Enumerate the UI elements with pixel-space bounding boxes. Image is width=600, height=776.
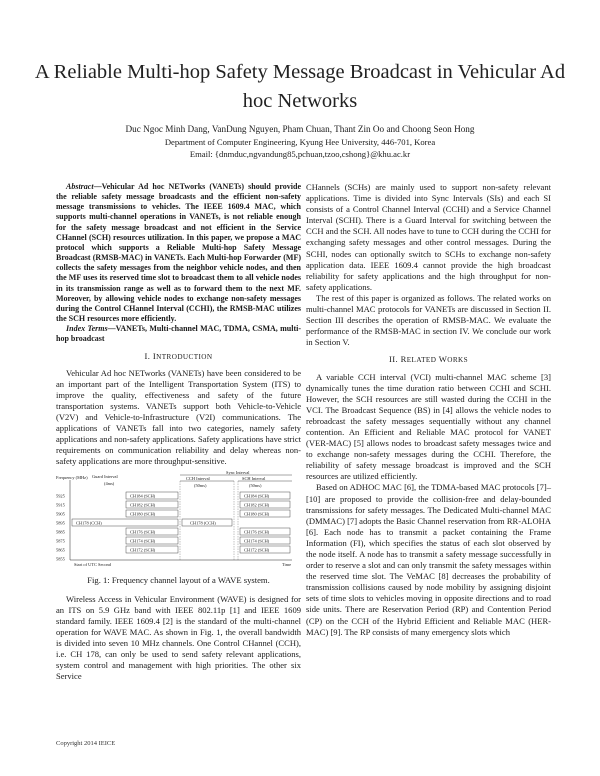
channel-block-label: CH182 (SCH) [244,502,270,508]
section-initial: W [438,354,448,365]
intro-paragraph-2: Wireless Access in Vehicular Environment (WAVE) is designed for an ITS on 5.9 GHz band with IEEE 802.11p [1] and IEEE 1609 standard family. IEEE 1609.4 [2] is the standard of the multi-channel operation for WAVE MAC. As shown in Fig. 1, the overall bandwidth is divided into seven 10 MHz channels. One Control CHannel (CCH), i.e. CH 178, can only be used to send safety relevant applications, system control and management with high priorities. The other six Service [56,593,301,682]
y-axis-label: Frequency (MHz) [56,475,88,481]
channel-block-label: CH180 (SCH) [130,511,156,517]
paper-email: Email: {dnmduc,ngvandung85,pchuan,tzoo,cshong}@khu.ac.kr [189,149,411,159]
cch-interval-label: CCH Interval [186,476,210,482]
guard-interval-ms: (4ms) [104,481,115,487]
freq-label: 5915 [56,502,65,508]
figure-channel-layout [56,470,301,572]
section-heading-introduction [56,351,301,363]
freq-label: 5875 [56,538,65,544]
channel-block-label: CH172 (SCH) [244,547,270,553]
figure-caption: Fig. 1: Frequency channel layout of a WAVE system. [87,575,270,586]
time-axis-label: Time [282,562,292,568]
freq-label: 5895 [56,520,65,526]
abstract-label: Abstract [66,182,94,191]
abstract [56,182,301,324]
index-terms-label: Index Terms [66,324,108,334]
section-rest: NTRODUCTION [156,352,213,361]
channel-block-label: CH184 (SCH) [130,493,156,499]
index-terms-text: —VANETs, Multi-channel MAC, TDMA, CSMA, multi-hop broadcast [56,324,302,344]
paper-title: A Reliable Multi-hop Safety Message Broadcast in Vehicular Ad hoc Networks [34,61,566,112]
freq-label: 5855 [56,556,65,562]
channel-block-label: CH180 (SCH) [244,511,270,517]
intro-paragraph-1: Vehicular Ad hoc NETworks (VANETs) have been considered to be an important part of the Intelligent Transportation System (ITS) to improve the quality, effectiveness and safety of the future transportation systems. VANETs support both Vehicle-to-Vehicle (V2V) and Vehicle-to-Infrastructure (V2I) communications. The applications of VANETs fall into two categories, namely safety applications and non-safety applications. Safety applications have strict requirements on communication reliability and delay whereas non-safety applications are more throughput-sensitive. [56,367,301,467]
right-column [306,182,551,638]
guard-interval-label: Guard Interval [92,474,118,480]
left-column [56,182,301,682]
channel-block-label: CH176 (SCH) [244,529,270,535]
channel-block-label: CH174 (SCH) [244,538,270,544]
abstract-text: —Vehicular Ad hoc NETworks (VANETs) should provide the reliable safety message broadcasts and the efficient non-safety message transmissions to vehicles. The IEEE 1609.4 MAC, which supports multi-channel operations in VANETs, is not reliable enough for the safety message broadcast and not efficient in the Service CHannel (SCH) resources utilization. In this paper, we propose a MAC protocol which supports a Reliable Multi-hop Safety Message Broadcast (RMSB-MAC) in VANETs. Each Multi-hop Forwarder (MF) collects the safety messages from the neighbor vehicle nodes, and then the MF uses its reserved time slot to broadcast them to all vehicle nodes in its transmission range as well as to forward them to the next MF. Moreover, by allowing vehicle nodes to exchange non-safety messages during the Control CHannel Interval (CCHI), the RMSB-MAC utilizes the SCH resources more efficiently. [56,182,301,324]
freq-label: 5885 [56,529,65,535]
section-initial: I [152,350,157,361]
section-number: I. [144,350,151,361]
freq-label: 5925 [56,493,65,499]
index-terms [56,324,301,344]
section-rest: ELATED [406,356,437,365]
channel-block-label: CH178 (CCH) [76,520,102,526]
intro-paragraph-4: The rest of this paper is organized as follows. The related works on multi-channel MAC protocols for VANETs are discussed in Section II. Section III describes the operation of RMSB-MAC. We evaluate the performance of the RMSB-MAC in section IV. We conclude our work in Section V. [306,292,551,348]
channel-block-label: CH182 (SCH) [130,502,156,508]
section-initial: R [400,354,407,365]
sch-interval-ms: (50ms) [249,483,262,489]
intro-paragraph-3: CHannels (SCHs) are mainly used to support non-safety relevant applications. Time is divided into Sync Intervals (SIs) and each SI consists of a Control Channel Interval (CCHI) and a Service Channel Interval (SCHI). There is a Guard Interval for switching between the CCH and the SCH. All nodes have to tune to CCH during the CCHI for exchanging safety messages and other control messages. During the SCHI, nodes can optionally switch to SCHs to exchange non-safety application data. IEEE 1609.4 cannot provide the high broadcast reliability for safety applications and the high throughput for non-safety applications. [306,182,551,292]
channel-block-label: CH176 (SCH) [130,529,156,535]
section-rest: ORKS [447,356,469,365]
paper-authors: Duc Ngoc Minh Dang, VanDung Nguyen, Pham Chuan, Thant Zin Oo and Choong Seon Hong [125,124,475,134]
section-heading-related-works [306,354,551,366]
channel-block-label: CH178 (CCH) [190,520,216,526]
channel-block-label: CH184 (SCH) [244,493,270,499]
freq-label: 5905 [56,511,65,517]
cch-interval-ms: (50ms) [194,483,207,489]
freq-label: 5865 [56,547,65,553]
copyright-footer: Copyright 2014 IEICE [56,740,116,747]
channel-block-label: CH174 (SCH) [130,538,156,544]
section-number: II. [388,354,399,365]
channel-block-label: CH172 (SCH) [130,547,156,553]
related-paragraph-2: Based on ADHOC MAC [6], the TDMA-based MAC protocols [7]–[10] are proposed to provide the collision-free and delay-bounded transmissions for safety messages. The Dedicated Multi-channel MAC (DMMAC) [7] adopts the Basic Channel reservation from RR-ALOHA [6]. Each node has to transmit a packet containing the Frame Information (FI), which specifies the status of each slot observed by the node itself. A node has to transmit a safety message successfully in order to reserve a slot and can only transmit the safety messages within the reserved time slot. The VeMAC [8] decreases the probability of transmission collisions caused by node mobility by assigning disjoint sets of time slots to vehicles moving in opposite directions and to road side units. There are Reservation Period (RP) and Contention Period (CP) on the CCH of the Hybrid Efficient and Reliable MAC (HER-MAC) [9]. The RP consists of many emergency slots which [306,482,551,637]
sch-interval-label: SCH Interval [242,476,266,482]
paper-affiliation: Department of Computer Engineering, Kyung Hee University, 446-701, Korea [164,137,436,147]
sync-interval-label: Sync Interval [226,470,250,476]
related-paragraph-1: A variable CCH interval (VCI) multi-channel MAC scheme [3] dynamically tunes the time duration ratio between CCHI and SCHI. However, the SCH resources are still wasted during the CCHI in the VCI. The Broadcast Sequence (BS) in [4] allows the vehicle nodes to rebroadcast the safety messages sequentially without any channel contention. An Efficient and Reliable MAC protocol for VANET (VER-MAC) [5] allows nodes to broadcast safety messages twice and to exchange non-safety messages during the CCHI. Therefore, the reliability of safety message broadcast is improved and the SCH resources are utilized efficiently. [306,371,551,482]
start-utc-label: Start of UTC Second [74,562,111,568]
